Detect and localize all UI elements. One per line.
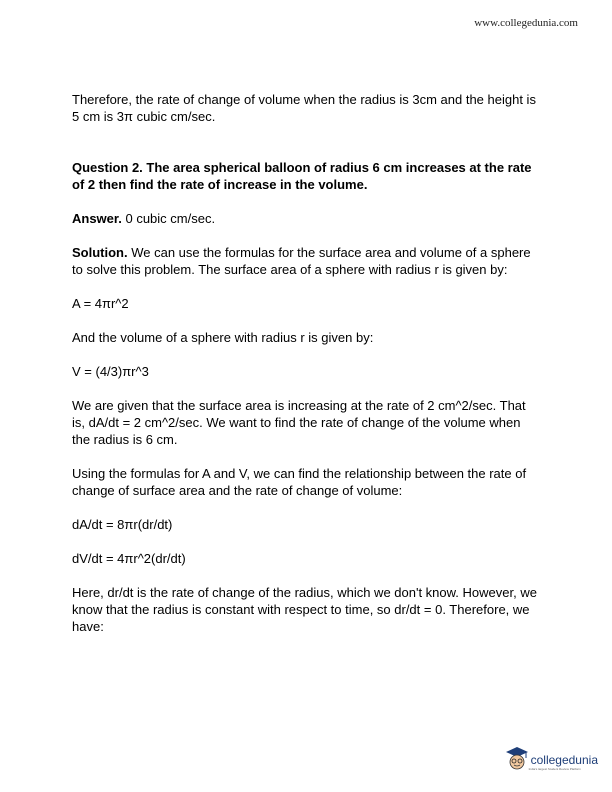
logo-tagline: India's largest Student Review Platform — [528, 766, 581, 771]
paragraph-conclusion: Therefore, the rate of change of volume when the radius is 3cm and the height is 5 cm is 3π cubic cm/sec. — [72, 92, 536, 124]
solution-label: Solution. — [72, 245, 128, 260]
paragraph-volume-intro: And the volume of a sphere with radius r is given by: — [72, 330, 374, 345]
document-body — [72, 91, 542, 635]
question-label: Question 2. — [72, 160, 143, 175]
graduate-mascot-icon — [505, 746, 529, 777]
paragraph-given: We are given that the surface area is increasing at the rate of 2 cm^2/sec. That is, dA/dt = 2 cm^2/sec. We want to find the rate of change of the volume when the radius is 6 cm. — [72, 398, 526, 447]
answer-text: 0 cubic cm/sec. — [125, 211, 216, 226]
equation-dV-dt: dV/dt = 4πr^2(dr/dt) — [72, 551, 186, 566]
equation-volume: V = (4/3)πr^3 — [72, 364, 149, 379]
logo-wordmark: collegedunia — [530, 752, 598, 767]
equation-dA-dt: dA/dt = 8πr(dr/dt) — [72, 517, 173, 532]
question-heading — [72, 159, 542, 193]
site-url: www.collegedunia.com — [474, 17, 578, 29]
solution-paragraph — [72, 244, 542, 278]
answer-label: Answer. — [72, 211, 122, 226]
equation-area: A = 4πr^2 — [72, 296, 129, 311]
question-text: The area spherical balloon of radius 6 cm increases at the rate of 2 then find the rate of increase in the volume. — [72, 160, 532, 192]
paragraph-here: Here, dr/dt is the rate of change of the radius, which we don't know. However, we know that the radius is constant with respect to time, so dr/dt = 0. Therefore, we have: — [72, 585, 537, 634]
paragraph-using: Using the formulas for A and V, we can find the relationship between the rate of change of surface area and the rate of change of volume: — [72, 466, 527, 498]
collegedunia-logo — [505, 746, 598, 777]
answer-paragraph — [72, 210, 542, 227]
solution-text: We can use the formulas for the surface area and volume of a sphere to solve this problem. The surface area of a sphere with radius r is given by: — [72, 245, 531, 277]
